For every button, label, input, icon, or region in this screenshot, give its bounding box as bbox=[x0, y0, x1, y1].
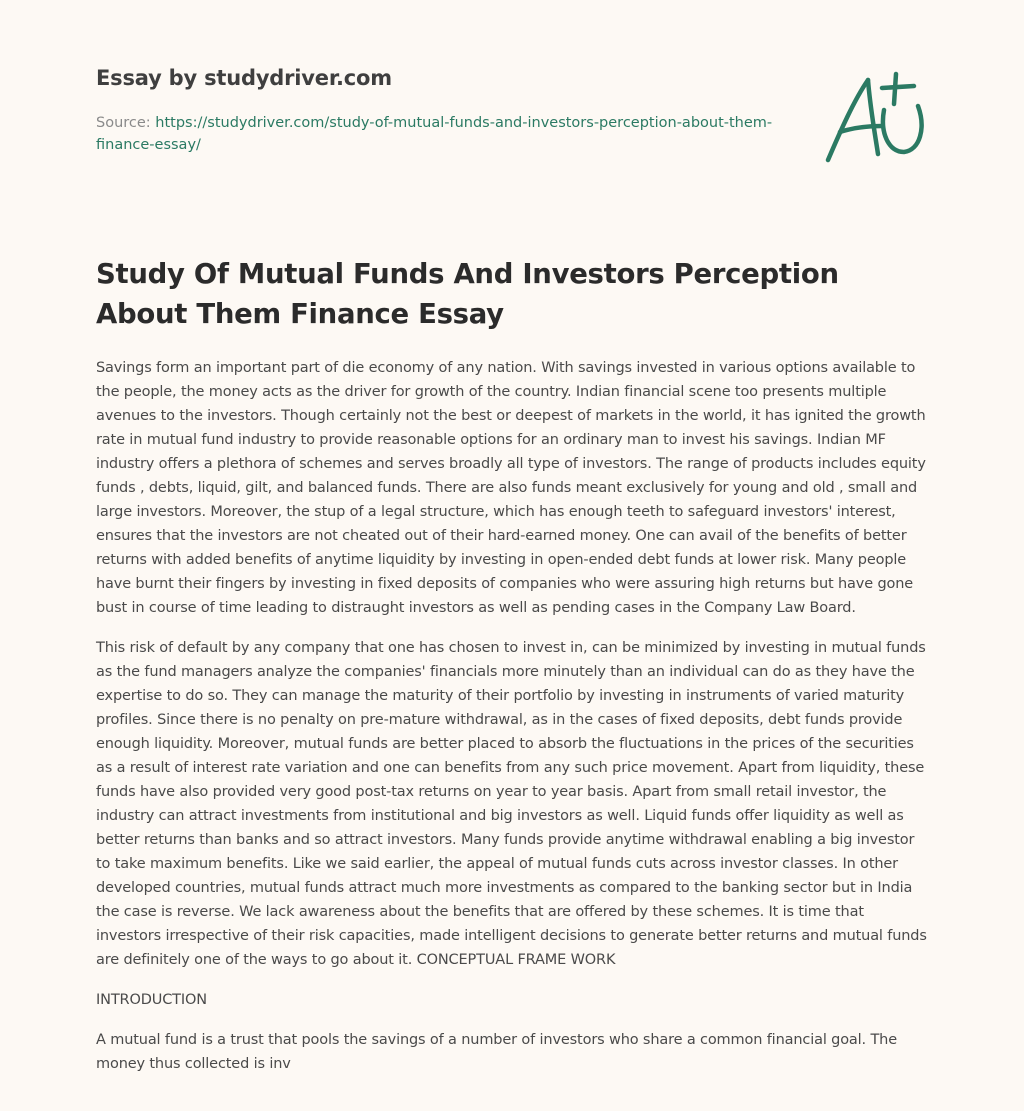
site-brand: Essay by studydriver.com bbox=[96, 66, 392, 90]
source-label: Source: bbox=[96, 115, 151, 131]
paragraph: Savings form an important part of die economy of any nation. With savings invested in various options available to the people, the money acts as the driver for growth of the country. Indian financial scene too presents multiple avenues to the investors. Though certainly not the best or deepest of markets in the world, it has ignited the growth rate in mutual fund industry to provide reasonable options for an ordinary man to invest his savings. Indian MF industry offers a plethora of schemes and serves broadly all type of investors. The range of products includes equity funds , debts, liquid, gilt, and balanced funds. There are also funds meant exclusively for young and old , small and large investors. Moreover, the stup of a legal structure, which has enough teeth to safeguard investors' interest, ensures that the investors are not cheated out of their hard-earned money. One can avail of the benefits of better returns with added benefits of anytime liquidity by investing in open-ended debt funds at lower risk. Many people have burnt their fingers by investing in fixed deposits of companies who were assuring high returns but have gone bust in course of time leading to distraught investors as well as pending cases in the Company Law Board. bbox=[96, 360, 926, 616]
a-plus-grade-logo-icon bbox=[822, 70, 930, 166]
section-heading: INTRODUCTION bbox=[96, 992, 207, 1008]
paragraph: A mutual fund is a trust that pools the savings of a number of investors who share a common financial goal. The money thus collected is inv bbox=[96, 1032, 897, 1072]
source-line bbox=[96, 112, 776, 156]
source-link[interactable]: https://studydriver.com/study-of-mutual-funds-and-investors-perception-about-them-finance-essay/ bbox=[96, 115, 773, 153]
article-title: Study Of Mutual Funds And Investors Perception About Them Finance Essay bbox=[96, 258, 839, 330]
article-body bbox=[96, 356, 928, 1092]
paragraph: This risk of default by any company that one has chosen to invest in, can be minimized by investing in mutual funds as the fund managers analyze the companies' financials more minutely than an individual can do as they have the expertise to do so. They can manage the maturity of their portfolio by investing in instruments of varied maturity profiles. Since there is no penalty on pre-mature withdrawal, as in the cases of fixed deposits, debt funds provide enough liquidity. Moreover, mutual funds are better placed to absorb the fluctuations in the prices of the securities as a result of interest rate variation and one can benefits from any such price movement. Apart from liquidity, these funds have also provided very good post-tax returns on year to year basis. Apart from small retail investor, the industry can attract investments from institutional and big investors as well. Liquid funds offer liquidity as well as better returns than banks and so attract investors. Many funds provide anytime withdrawal enabling a big investor to take maximum benefits. Like we said earlier, the appeal of mutual funds cuts across investor classes. In other developed countries, mutual funds attract much more investments as compared to the banking sector but in India the case is reverse. We lack awareness about the benefits that are offered by these schemes. It is time that investors irrespective of their risk capacities, made intelligent decisions to generate better returns and mutual funds are definitely one of the ways to go about it. CONCEPTUAL FRAME WORK bbox=[96, 640, 927, 968]
